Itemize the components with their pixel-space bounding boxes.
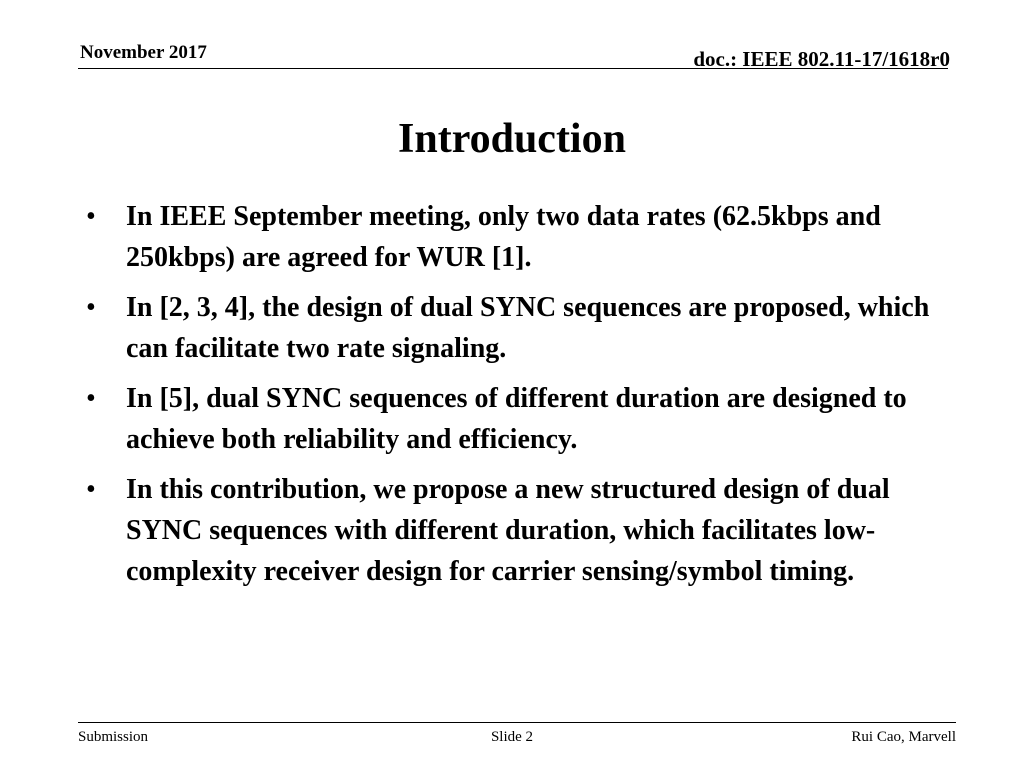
bullet-item bbox=[86, 469, 956, 592]
footer-divider bbox=[78, 722, 956, 723]
header-doc-id: doc.: IEEE 802.11-17/1618r0 bbox=[693, 47, 950, 71]
bullet-item bbox=[86, 287, 956, 369]
bullet-text: In [5], dual SYNC sequences of different duration are designed to achieve both reliability and efficiency. bbox=[126, 383, 907, 455]
bullet-icon: • bbox=[86, 383, 96, 414]
header-date: November 2017 bbox=[80, 42, 207, 63]
bullet-text: In [2, 3, 4], the design of dual SYNC sequences are proposed, which can facilitate two rate signaling. bbox=[126, 292, 930, 364]
footer-slide-number: Slide 2 bbox=[490, 729, 534, 745]
bullet-text: In this contribution, we propose a new structured design of dual SYNC sequences with different duration, which facilitates low-complexity receiver design for carrier sensing/symbol timing. bbox=[126, 474, 890, 587]
bullet-icon: • bbox=[86, 201, 96, 232]
slide-title: Introduction bbox=[398, 116, 626, 162]
bullet-list bbox=[86, 196, 956, 601]
header-divider bbox=[78, 68, 948, 69]
footer-submission: Submission bbox=[78, 729, 149, 745]
bullet-icon: • bbox=[86, 474, 96, 505]
bullet-icon: • bbox=[86, 292, 96, 323]
footer-author: Rui Cao, Marvell bbox=[851, 729, 956, 745]
bullet-text: In IEEE September meeting, only two data rates (62.5kbps and 250kbps) are agreed for WUR [1]. bbox=[126, 201, 881, 273]
bullet-item bbox=[86, 196, 956, 278]
bullet-item bbox=[86, 378, 956, 460]
